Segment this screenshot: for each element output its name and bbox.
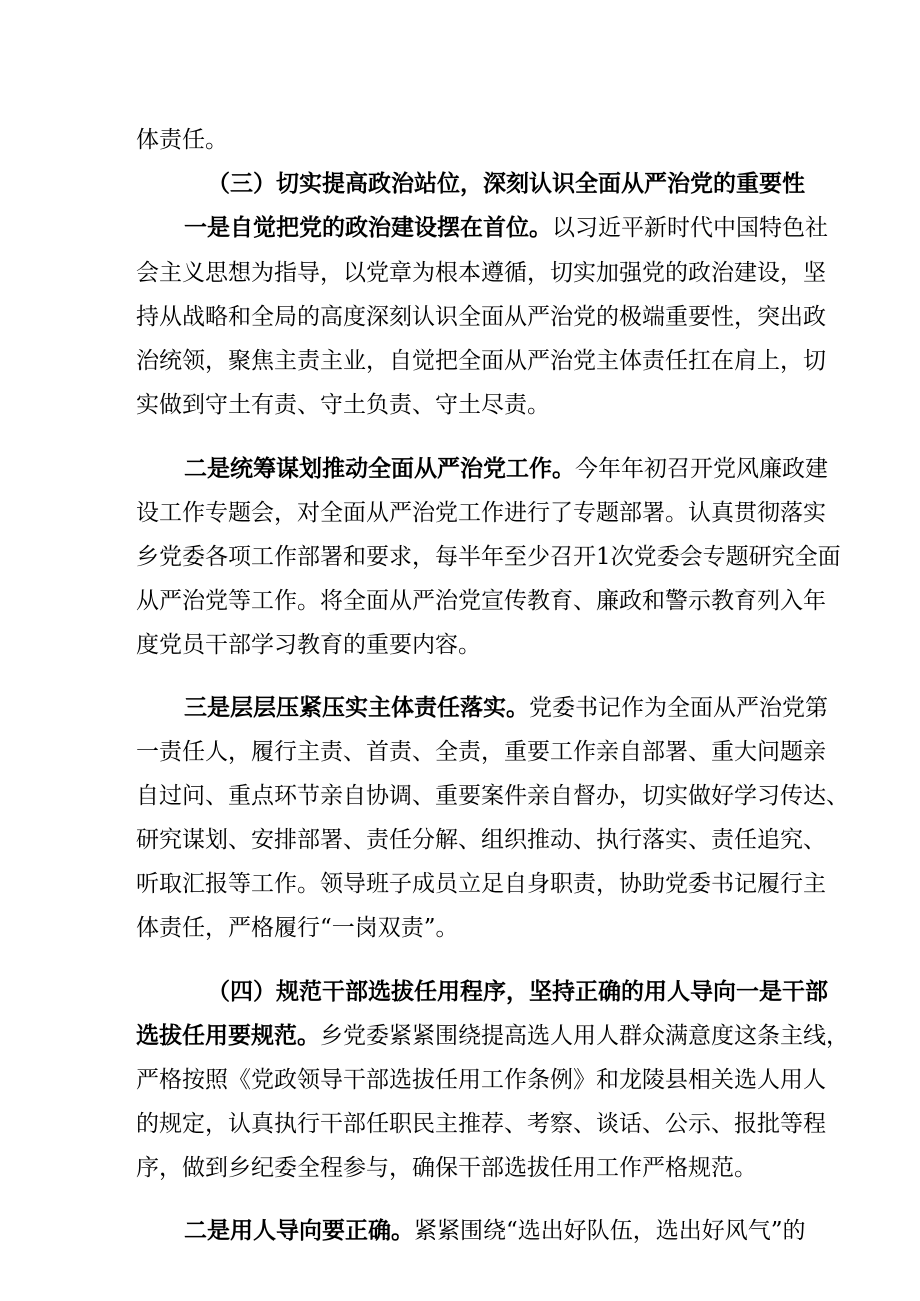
paragraph-3-line-4: 研究谋划、安排部署、责任分解、组织推动、执行落实、责任追究、 (136, 827, 826, 853)
paragraph-1-line-4: 治统领，聚焦主责主业，自觉把全面从严治党主体责任扛在肩上，切 (136, 348, 826, 374)
paragraph-1-line-3: 持从战略和全局的高度深刻认识全面从严治党的极端重要性，突出政 (136, 304, 826, 330)
text-line: 今年年初召开党风廉政建 (575, 456, 828, 482)
paragraph-4-line-5: 序，做到乡纪委全程参与，确保干部选拔任用工作严格规范。 (136, 1155, 757, 1181)
paragraph-5-line-1 (184, 1215, 806, 1247)
paragraph-1-line-5: 实做到守土有责、守土负责、守土尽责。 (136, 392, 550, 418)
paragraph-3-line-2: 一责任人，履行主责、首责、全责，重要工作亲自部署、重大问题亲 (136, 739, 826, 765)
paragraph-3-line-6: 体责任，严格履行“一岗双责”。 (136, 915, 459, 941)
paragraph-continuation (136, 124, 228, 156)
bold-lead: 二是统筹谋划推动全面从严治党工作。 (184, 455, 575, 482)
text-line: 体责任。 (136, 127, 228, 153)
bold-lead: 三是层层压紧压实主体责任落实。 (184, 694, 529, 721)
text-line: 党委书记作为全面从严治党第 (529, 695, 828, 721)
bold-lead: 一是自觉把党的政治建设摆在首位。 (184, 214, 552, 241)
paragraph-4-line-3: 严格按照《党政领导干部选拔任用工作条例》和龙陵县相关选人用人 (136, 1067, 826, 1093)
paragraph-1-line-1 (184, 212, 828, 244)
paragraph-3-line-1 (184, 692, 828, 724)
paragraph-3-line-5: 听取汇报等工作。领导班子成员立足自身职责，协助党委书记履行主 (136, 871, 826, 897)
text-line: 紧紧围绕“选出好队伍，选出好风气”的 (414, 1218, 806, 1244)
paragraph-4-line-2 (136, 1020, 849, 1052)
section-heading-3: （三）切实提高政治站位，深刻认识全面从严治党的重要性 (207, 170, 805, 197)
text-line: 乡党委紧紧围绕提高选人用人群众满意度这条主线， (320, 1023, 849, 1049)
paragraph-2-line-3: 乡党委各项工作部署和要求，每半年至少召开1次党委会专题研究全面 (136, 544, 841, 570)
paragraph-2-line-1 (184, 453, 828, 485)
paragraph-2-line-4: 从严治党等工作。将全面从严治党宣传教育、廉政和警示教育列入年 (136, 588, 826, 614)
paragraph-2-line-2: 设工作专题会，对全面从严治党工作进行了专题部署。认真贯彻落实 (136, 500, 826, 526)
paragraph-3-line-3: 自过问、重点环节亲自协调、重要案件亲自督办，切实做好学习传达、 (136, 783, 849, 809)
section-heading-4: （四）规范干部选拔任用程序，坚持正确的用人导向一是干部 (207, 978, 828, 1005)
paragraph-4-line-4: 的规定，认真执行干部任职民主推荐、考察、谈话、公示、报批等程 (136, 1111, 826, 1137)
paragraph-2-line-5: 度党员干部学习教育的重要内容。 (136, 632, 481, 658)
paragraph-1-line-2: 会主义思想为指导，以党章为根本遵循，切实加强党的政治建设，坚 (136, 260, 826, 286)
text-line: 以习近平新时代中国特色社 (552, 215, 828, 241)
bold-lead: 选拔任用要规范。 (136, 1022, 320, 1049)
bold-lead: 二是用人导向要正确。 (184, 1217, 414, 1244)
